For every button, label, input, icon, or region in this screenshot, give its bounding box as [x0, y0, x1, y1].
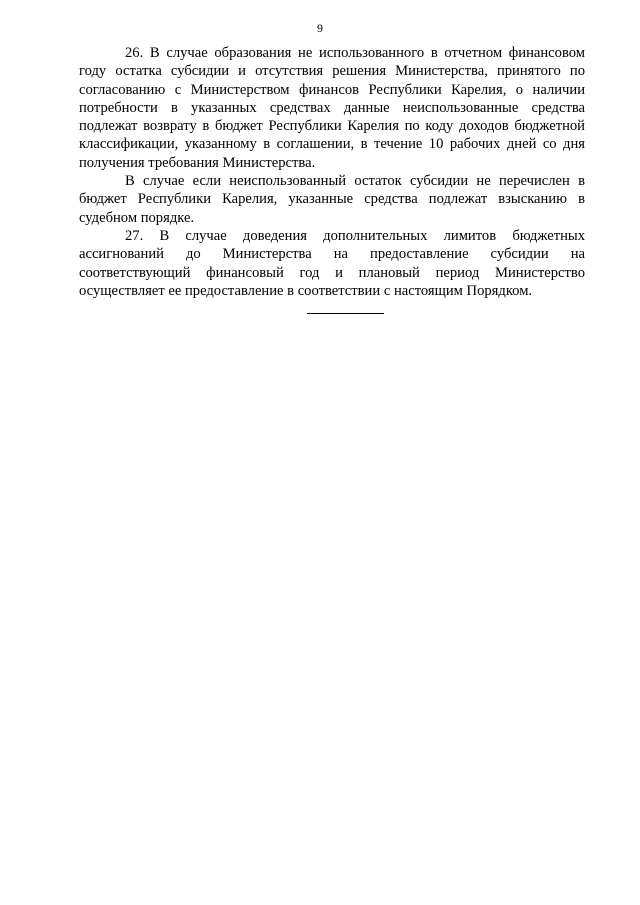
closing-divider	[307, 313, 384, 314]
page-number: 9	[317, 21, 323, 35]
paragraph-26: 26. В случае образования не использованного в отчетном финансовом году остатка субсидии и отсутствия решения Министерства, принятого по согласованию с Министерством финансов Республики Карелия, о наличии потребности в указанных средствах данные неиспользованные средства подлежат возврату в бюджет Республики Карелия по коду доходов бюджетной классификации, указанному в соглашении, в течение 10 рабочих дней со дня получения требования Министерства.	[79, 45, 585, 171]
paragraph-26-continuation: В случае если неиспользованный остаток субсидии не перечислен в бюджет Республики Карелия, указанные средства подлежат взысканию в судебном порядке.	[79, 173, 585, 226]
paragraph-27: 27. В случае доведения дополнительных лимитов бюджетных ассигнований до Министерства на предоставление субсидии на соответствующий финансовый год и плановый период Министерство осуществляет ее предоставление в соответствии с настоящим Порядком.	[79, 227, 585, 299]
document-body	[79, 44, 585, 300]
